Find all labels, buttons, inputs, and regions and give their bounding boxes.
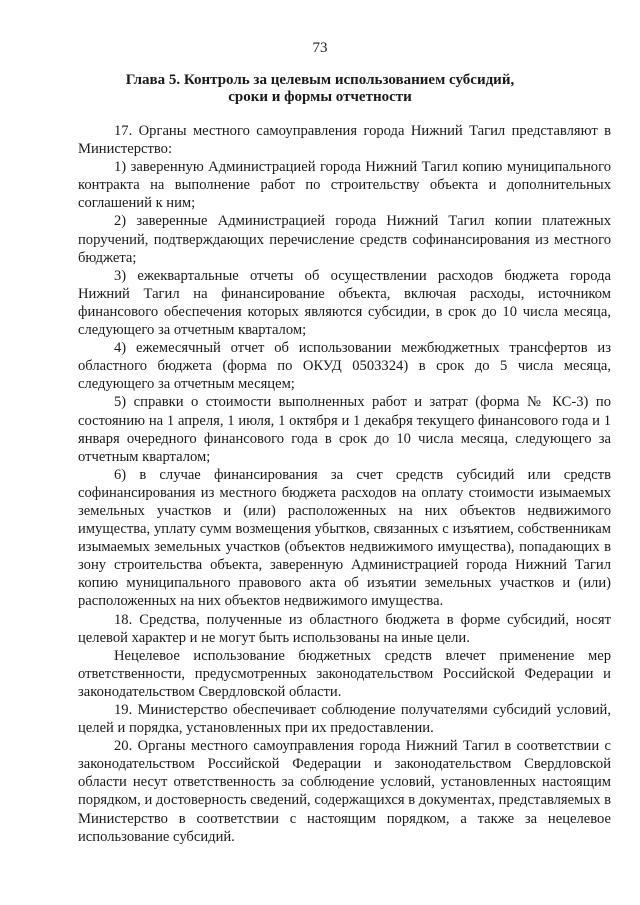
list-item-3: 3) ежеквартальные отчеты об осуществлении расходов бюджета города Нижний Тагил на финансирование объекта, включая расходы, источником финансового обеспечения которых являются субсидии, в срок до 10 числа месяца, следующего за отчетным кварталом;	[78, 267, 611, 339]
chapter-title-line-2: сроки и формы отчетности	[228, 89, 412, 105]
list-item-6: 6) в случае финансирования за счет средств субсидий или средств софинансирования из местного бюджета расходов на оплату стоимости изымаемых земельных участков и (или) расположенных на них объектов недвижимого имущества, уплату сумм возмещения убытков, связанных с изъятием, собственникам изымаемых земельных участков (объектов недвижимого имущества), попадающих в зону строительства объекта, заверенную Администрацией города Нижний Тагил копию муниципального правового акта об изъятии земельных участков и (или) расположенных на них объектов недвижимого имущества.	[78, 466, 611, 610]
chapter-title-line-1: Глава 5. Контроль за целевым использованием субсидий,	[125, 72, 515, 88]
list-item-5: 5) справки о стоимости выполненных работ и затрат (форма № КС-3) по состоянию на 1 апреля, 1 июля, 1 октября и 1 декабря текущего финансового года и 1 января очередного финансового года в срок до 10 числа месяца, следующего за отчетным кварталом;	[78, 394, 611, 465]
document-body	[78, 122, 611, 846]
list-item-1: 1) заверенную Администрацией города Нижний Тагил копию муниципального контракта на выполнение работ по строительству объекта и дополнительных соглашений к ним;	[78, 159, 611, 212]
list-item-4: 4) ежемесячный отчет об использовании межбюджетных трансфертов из областного бюджета (форма по ОКУД 0503324) в срок до 5 числа месяца, следующего за отчетным месяцем;	[78, 340, 611, 393]
list-item-2: 2) заверенные Администрацией города Нижний Тагил копии платежных поручений, подтверждающих перечисление средств софинансирования из местного бюджета;	[78, 213, 611, 266]
paragraph-18: 18. Средства, полученные из областного бюджета в форме субсидий, носят целевой характер и не могут быть использованы на иные цели.	[78, 611, 611, 646]
paragraph-18-continuation: Нецелевое использование бюджетных средств влечет применение мер ответственности, предусмотренных законодательством Российской Федерации и законодательством Свердловской области.	[78, 647, 611, 700]
paragraph-17: 17. Органы местного самоуправления города Нижний Тагил представляют в Министерство:	[78, 123, 611, 158]
page-number: 73	[312, 40, 328, 56]
paragraph-20: 20. Органы местного самоуправления города Нижний Тагил в соответствии с законодательством Российской Федерации и законодательством Свердловской области несут ответственность за соблюдение условий, установленных настоящим порядком, и достоверность сведений, содержащихся в документах, представляемых в Министерство в соответствии с настоящим порядком, а также за нецелевое использование субсидий.	[78, 738, 611, 845]
paragraph-19: 19. Министерство обеспечивает соблюдение получателями субсидий условий, целей и порядка, установленных при их предоставлении.	[78, 702, 611, 737]
chapter-heading	[60, 72, 580, 106]
